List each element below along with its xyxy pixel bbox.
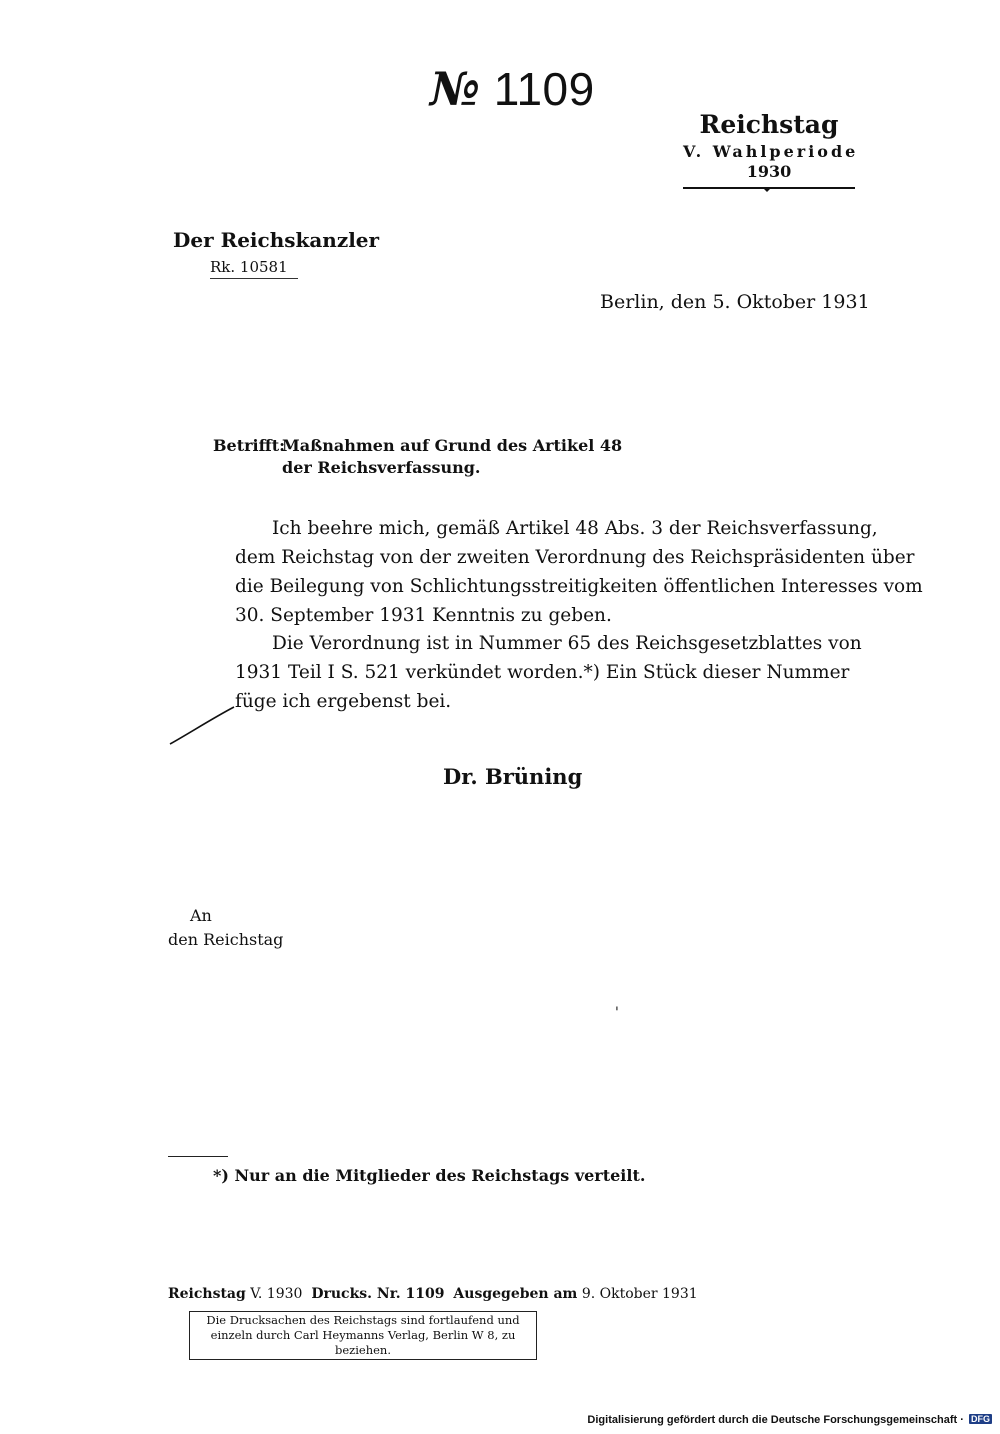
imprint-issued-label: Ausgegeben am — [453, 1286, 578, 1302]
period-year: 1930 — [746, 162, 792, 181]
parliament-title: Reichstag — [699, 110, 839, 139]
body-line-5: Die Verordnung ist in Nummer 65 des Reichsgesetzblattes von — [272, 633, 862, 654]
body-line-7: füge ich ergebenst bei. — [235, 691, 452, 712]
imprint-print-number: Drucks. Nr. 1109 — [311, 1286, 445, 1302]
electoral-period: V. Wahlperiode — [683, 142, 859, 161]
dfg-logo-icon: DFG — [971, 1414, 990, 1424]
body-line-2: dem Reichstag von der zweiten Verordnung des Reichspräsidenten über — [235, 547, 915, 568]
stray-mark: ' — [615, 1005, 619, 1021]
body-line-1: Ich beehre mich, gemäß Artikel 48 Abs. 3 der Reichsverfassung, — [272, 518, 878, 539]
addressee-line-1: An — [190, 906, 212, 925]
funding-credit — [587, 1414, 992, 1426]
imprint-period: V. 1930 — [250, 1286, 303, 1302]
parliament-header — [683, 110, 859, 189]
place-date: Berlin, den 5. Oktober 1931 — [600, 291, 870, 313]
footnote-divider — [168, 1156, 228, 1157]
imprint-issued-date: 9. Oktober 1931 — [581, 1286, 698, 1302]
reference-number: Rk. 10581 — [210, 258, 298, 279]
subject-line-1: Maßnahmen auf Grund des Artikel 48 — [282, 436, 623, 455]
sender-title: Der Reichskanzler — [173, 228, 380, 252]
body-line-4: 30. September 1931 Kenntnis zu geben. — [235, 605, 612, 626]
signature: Dr. Brüning — [443, 764, 583, 789]
number-sign: № — [430, 62, 481, 116]
imprint-line — [168, 1286, 698, 1302]
footnote: *) Nur an die Mitglieder des Reichstags verteilt. — [213, 1166, 646, 1185]
subject-label: Betrifft: — [213, 436, 286, 455]
pen-stroke-mark — [168, 704, 238, 746]
body-line-3: die Beilegung von Schlichtungsstreitigkeiten öffentlichen Interesses vom — [235, 576, 923, 597]
document-number — [430, 62, 595, 116]
subject-line-2: der Reichsverfassung. — [282, 458, 481, 477]
header-divider — [683, 187, 855, 189]
funding-credit-text: Digitalisierung gefördert durch die Deutsche Forschungsgemeinschaft · — [587, 1414, 964, 1426]
body-line-6: 1931 Teil I S. 521 verkündet worden.*) Ein Stück dieser Nummer — [235, 662, 850, 683]
addressee-line-2: den Reichstag — [168, 930, 284, 949]
distribution-note: Die Drucksachen des Reichstags sind fortlaufend und einzeln durch Carl Heymanns Verlag, Berlin W 8, zu beziehen. — [189, 1311, 537, 1360]
document-number-value: 1109 — [493, 63, 595, 115]
imprint-publisher: Reichstag — [168, 1286, 246, 1302]
